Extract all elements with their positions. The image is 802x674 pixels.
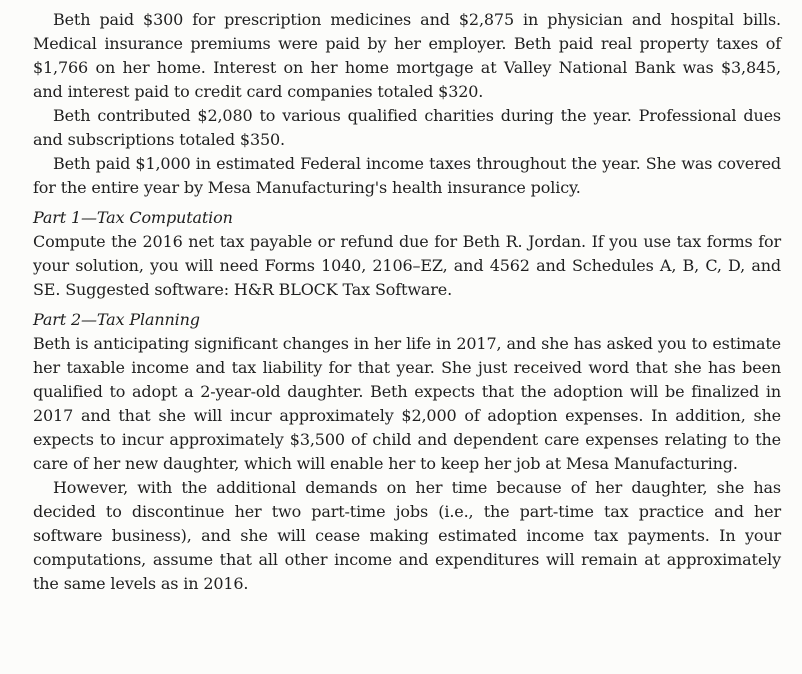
paragraph-charities: Beth contributed $2,080 to various qualified charities during the year. Professional dues and subscriptions totaled $350. (33, 106, 781, 149)
part1-heading: Part 1—Tax Computation (33, 208, 233, 227)
document-page (33, 8, 781, 596)
part2-heading: Part 2—Tax Planning (33, 310, 200, 329)
part1-text: Compute the 2016 net tax payable or refund due for Beth R. Jordan. If you use tax forms for your solution, you will need Forms 1040, 2106–EZ, and 4562 and Schedules A, B, C, D, and SE. Suggested software: H&R BLOCK Tax Software. (33, 232, 781, 299)
paragraph-medical-expenses: Beth paid $300 for prescription medicines and $2,875 in physician and hospital bills. Medical insurance premiums were paid by her employer. Beth paid real property taxes of $1,766 on her home. Interest on her home mortgage at Valley National Bank was $3,845, and interest paid to credit card companies totaled $320. (33, 10, 781, 101)
paragraph-estimated-taxes: Beth paid $1,000 in estimated Federal income taxes throughout the year. She was covered for the entire year by Mesa Manufacturing's health insurance policy. (33, 154, 781, 197)
part2-paragraph-adoption: Beth is anticipating significant changes in her life in 2017, and she has asked you to estimate her taxable income and tax liability for that year. She just received word that she has been qualified to adopt a 2-year-old daughter. Beth expects that the adoption will be finalized in 2017 and that she will incur approximately $2,000 of adoption expenses. In addition, she expects to incur approximately $3,500 of child and dependent care expenses relating to the care of her new daughter, which will enable her to keep her job at Mesa Manufacturing. (33, 334, 781, 473)
part2-paragraph-changes: However, with the additional demands on her time because of her daughter, she has decided to discontinue her two part-time jobs (i.e., the part-time tax practice and her software business), and she will cease making estimated income tax payments. In your computations, assume that all other income and expenditures will remain at approximately the same levels as in 2016. (33, 478, 781, 593)
